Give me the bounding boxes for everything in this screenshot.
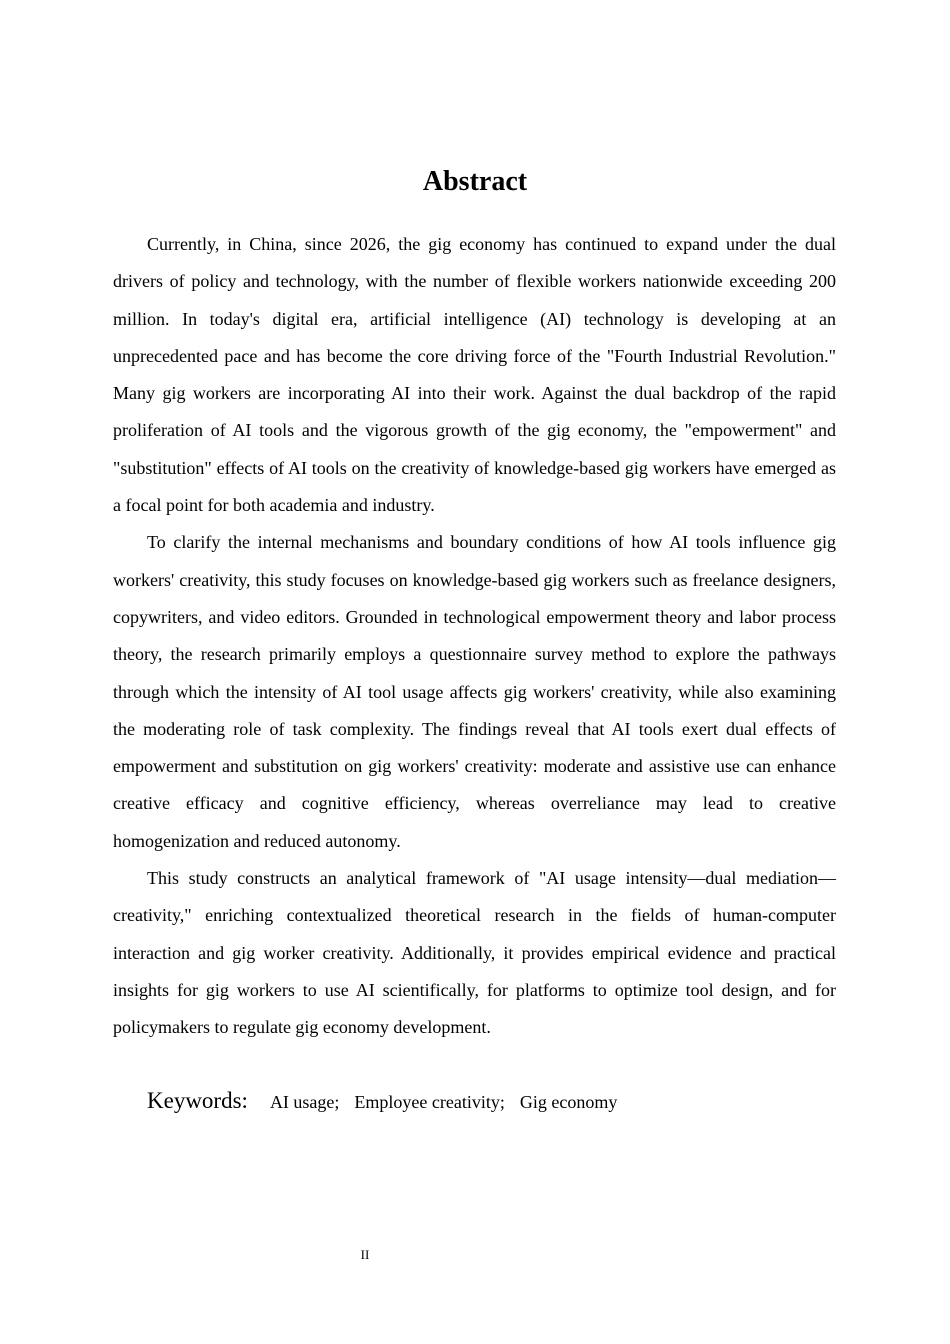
keyword-item: AI usage; xyxy=(269,1092,340,1112)
abstract-title: Abstract xyxy=(422,166,528,197)
abstract-paragraph-1: Currently, in China, since 2026, the gig economy has continued to expand under the dual drivers of policy and technology, with the number of flexible workers nationwide exceeding 200 million. In today's digital era, artificial intelligence (AI) technology is developing at an unprecedented pace and has become the core driving force of the "Fourth Industrial Revolution." Many gig workers are incorporating AI into their work. Against the dual backdrop of the rapid proliferation of AI tools and the vigorous growth of the gig economy, the "empowerment" and "substitution" effects of AI tools on the creativity of knowledge-based gig workers have emerged as a focal point for both academia and industry. xyxy=(113,234,836,516)
keywords-line xyxy=(147,1083,632,1120)
keyword-item: Gig economy xyxy=(519,1092,618,1112)
abstract-body xyxy=(113,226,836,1047)
page-number: II xyxy=(360,1247,370,1262)
keyword-item: Employee creativity; xyxy=(354,1092,505,1112)
keywords-label: Keywords: xyxy=(147,1088,248,1113)
abstract-paragraph-3: This study constructs an analytical framework of "AI usage intensity—dual mediation—creativity," enriching contextualized theoretical research in the fields of human-computer interaction and gig worker creativity. Additionally, it provides empirical evidence and practical insights for gig workers to use AI scientifically, for platforms to optimize tool design, and for policymakers to regulate gig economy development. xyxy=(113,868,836,1038)
abstract-paragraph-2: To clarify the internal mechanisms and boundary conditions of how AI tools influence gig workers' creativity, this study focuses on knowledge-based gig workers such as freelance designers, copywriters, and video editors. Grounded in technological empowerment theory and labor process theory, the research primarily employs a questionnaire survey method to explore the pathways through which the intensity of AI tool usage affects gig workers' creativity, while also examining the moderating role of task complexity. The findings reveal that AI tools exert dual effects of empowerment and substitution on gig workers' creativity: moderate and assistive use can enhance creative efficacy and cognitive efficiency, whereas overreliance may lead to creative homogenization and reduced autonomy. xyxy=(113,532,836,851)
